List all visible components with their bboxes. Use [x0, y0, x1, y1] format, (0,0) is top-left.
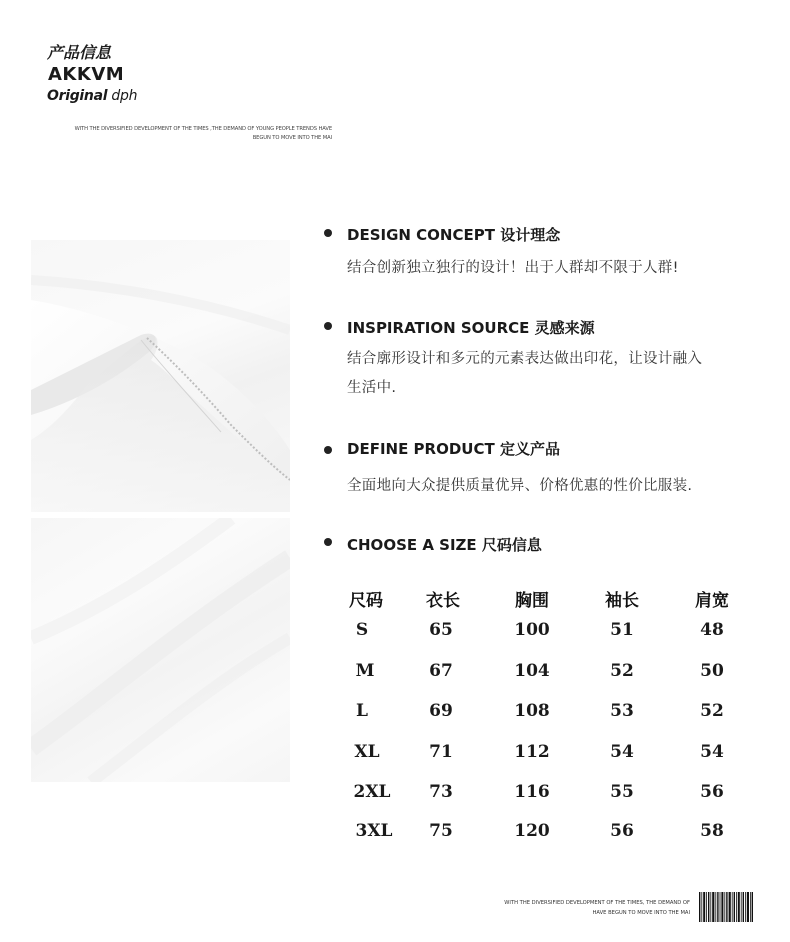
- header-tagline: WITH THE DIVERSIFIED DEVELOPMENT OF THE TIMES ,THE DEMAND OF YOUNG PEOPLE TRENDS HAVE BEGUN TO MOVE INTO THE MAI: [74, 126, 332, 141]
- brand-name: AKKVM: [48, 64, 125, 85]
- fabric-photo-texture: [31, 518, 290, 782]
- section-bullet: [324, 538, 332, 546]
- size-cell-chest: 100: [514, 620, 550, 640]
- size-cell-label: L: [356, 701, 368, 721]
- header-subtitle: [47, 88, 137, 104]
- section-title-cn: 定义产品: [499, 440, 560, 458]
- header-title-cn: 产品信息: [47, 43, 112, 62]
- size-cell-length: 65: [429, 620, 453, 640]
- barcode-icon: [699, 892, 753, 922]
- size-cell-shoulder: 50: [700, 661, 724, 681]
- size-cell-label: S: [355, 620, 369, 640]
- section-title-en: DEFINE PRODUCT: [347, 440, 500, 458]
- size-cell-sleeve: 52: [610, 661, 634, 681]
- section-bullet: [324, 446, 332, 454]
- size-cell-shoulder: 54: [700, 742, 724, 762]
- fabric-texture-illustration: [31, 518, 290, 782]
- section-body-design-concept: 结合创新独立独行的设计！出于人群却不限于人群!: [347, 260, 679, 276]
- size-cell-sleeve: 55: [610, 782, 634, 802]
- section-title-en: CHOOSE A SIZE: [347, 536, 482, 554]
- section-title-choose-size: [347, 534, 542, 555]
- fabric-photo-collar: [31, 240, 290, 512]
- size-cell-length: 69: [429, 701, 453, 721]
- section-bullet: [324, 322, 332, 330]
- size-cell-length: 67: [429, 661, 453, 681]
- fabric-collar-illustration: [31, 240, 290, 512]
- section-title-define-product: [347, 438, 560, 459]
- subtitle-main: Original: [47, 88, 108, 104]
- section-title-cn: 灵感来源: [534, 319, 595, 337]
- size-cell-label: 3XL: [355, 821, 393, 841]
- barcode-graphic: [699, 892, 753, 922]
- size-cell-shoulder: 58: [700, 821, 724, 841]
- size-cell-length: 73: [429, 782, 453, 802]
- section-bullet: [324, 229, 332, 237]
- size-cell-length: 75: [429, 821, 453, 841]
- size-cell-length: 71: [429, 742, 453, 762]
- section-body-inspiration-source: 结合廓形设计和多元的元素表达做出印花，让设计融入 生活中.: [347, 351, 703, 396]
- section-title-cn: 尺码信息: [481, 536, 542, 554]
- size-cell-sleeve: 51: [610, 620, 634, 640]
- size-cell-label: 2XL: [353, 782, 391, 802]
- section-title-en: INSPIRATION SOURCE: [347, 319, 535, 337]
- size-cell-chest: 120: [514, 821, 550, 841]
- subtitle-light: dph: [107, 88, 138, 104]
- size-cell-label: M: [355, 661, 375, 681]
- size-cell-sleeve: 54: [610, 742, 634, 762]
- size-cell-shoulder: 52: [700, 701, 724, 721]
- section-title-design-concept: [347, 224, 560, 245]
- size-table-header: 胸围: [515, 591, 549, 611]
- size-cell-chest: 104: [514, 661, 550, 681]
- size-cell-shoulder: 56: [700, 782, 724, 802]
- footer-tagline: WITH THE DIVERSIFIED DEVELOPMENT OF THE TIMES, THE DEMAND OF HAVE BEGUN TO MOVE INTO THE MAI: [504, 900, 690, 916]
- size-cell-sleeve: 56: [610, 821, 634, 841]
- section-title-en: DESIGN CONCEPT: [347, 226, 501, 244]
- size-table-header: 衣长: [426, 591, 460, 611]
- size-table-header: 尺码: [349, 591, 383, 611]
- size-table-header: 肩宽: [695, 591, 729, 611]
- size-cell-chest: 116: [514, 782, 550, 802]
- section-body-define-product: 全面地向大众提供质量优异、价格优惠的性价比服装.: [347, 478, 693, 494]
- size-cell-label: XL: [354, 742, 380, 762]
- size-cell-shoulder: 48: [700, 620, 724, 640]
- size-cell-chest: 112: [514, 742, 550, 762]
- size-cell-sleeve: 53: [610, 701, 634, 721]
- size-cell-chest: 108: [514, 701, 550, 721]
- section-title-cn: 设计理念: [500, 226, 561, 244]
- section-title-inspiration-source: [347, 317, 595, 338]
- size-table-header: 袖长: [605, 591, 639, 611]
